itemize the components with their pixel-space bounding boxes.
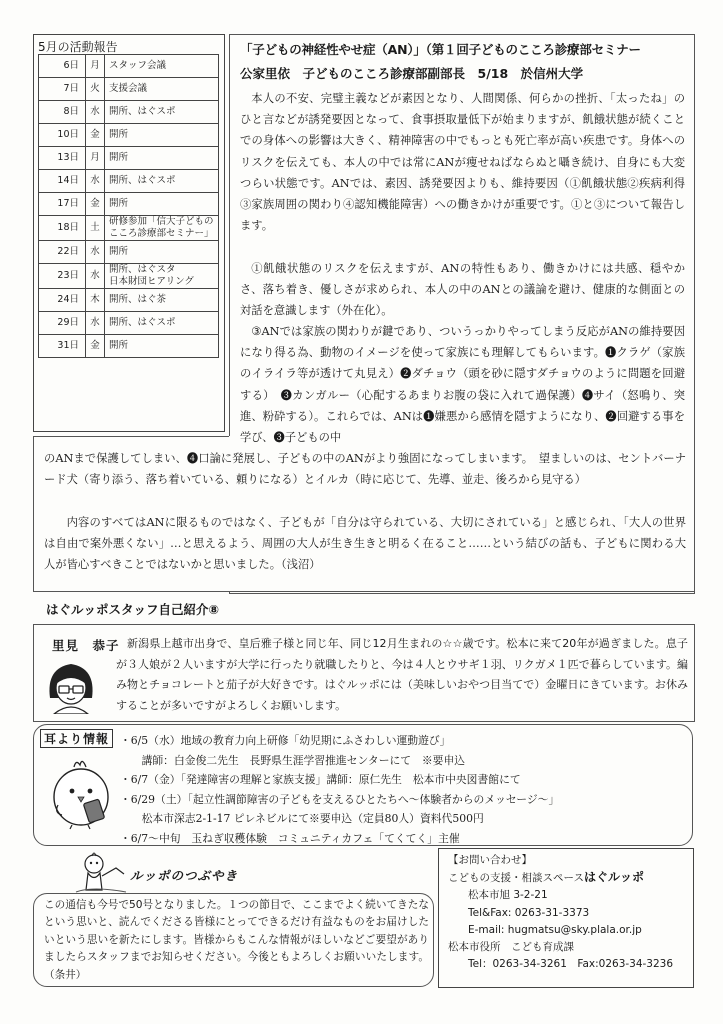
activity-content: スタッフ会議: [105, 55, 219, 78]
activity-content: 開所: [105, 124, 219, 147]
activity-weekday: 水: [86, 170, 105, 193]
activity-day: 23日: [39, 263, 86, 288]
activity-day: 18日: [39, 216, 86, 241]
activity-weekday: 月: [86, 147, 105, 170]
staff-intro-text: 新潟県上越市出身で、皇后雅子様と同じ年、同じ12月生まれの☆☆歳です。松本に来て20年が過ぎました。息子が３人娘が２人いますが大学に行ったり就職したりと、今は４人とウサギ１羽、リクガメ１匹で暮らしています。編み物とチョコレートと茄子が大好きです。はぐルッポには（美味しいおやつ目当てで）金曜日にきています。お休みすることが多いですがよろしくお願いします。: [116, 637, 688, 712]
article-paragraph-continued: のANまで保護してしまい、❹口論に発展し、子どもの中のANがより強固になってしまいます。 望ましいのは、セントバーナード犬（寄り添う、落ち着いている、頼りになる）とイルカ（時に応じて、先導、並走、後ろから見守る）: [44, 452, 686, 487]
activity-content: 開所: [105, 147, 219, 170]
activity-day: 14日: [39, 170, 86, 193]
activity-day: 22日: [39, 240, 86, 263]
activity-day: 17日: [39, 193, 86, 216]
info-item: ・6/7（金）「発達障害の理解と家族支援」講師：原仁先生 松本市中央図書館にて: [120, 773, 521, 787]
info-label: 耳より情報: [40, 729, 113, 748]
activity-weekday: 木: [86, 288, 105, 311]
contact-heading: 【お問い合わせ】: [448, 854, 532, 866]
activity-day: 8日: [39, 101, 86, 124]
activity-weekday: 水: [86, 240, 105, 263]
activity-content: 開所、はぐスポ: [105, 101, 219, 124]
activity-content: 研修参加「信大子どものこころ診療部セミナー」: [105, 216, 219, 241]
activity-row: [39, 124, 219, 147]
activity-row: [39, 147, 219, 170]
tsubuyaki-heading: ルッポのつぶやき: [130, 868, 239, 883]
activity-day: 29日: [39, 311, 86, 334]
activity-day: 7日: [39, 78, 86, 101]
activity-row: [39, 101, 219, 124]
activity-row: [39, 170, 219, 193]
activity-content: 開所: [105, 334, 219, 357]
activity-day: 13日: [39, 147, 86, 170]
info-list: [120, 731, 690, 849]
article-author: 公家里依 子どものこころ診療部副部長 5/18 於信州大学: [240, 66, 584, 81]
contact-org-prefix: こどもの支援・相談スペース: [448, 872, 584, 885]
activity-row: [39, 334, 219, 357]
activity-row: [39, 263, 219, 288]
activity-content: 開所: [105, 193, 219, 216]
contact-city-phones: Tel：0263-34-3261 Fax:0263-34-3236: [468, 958, 674, 971]
info-item: ・6/29（土）「起立性調節障害の子どもを支えるひとたちへ～体験者からのメッセージ～」: [120, 792, 560, 806]
activity-content: 開所、はぐ茶: [105, 288, 219, 311]
activity-content: 開所、はぐスポ: [105, 170, 219, 193]
activity-row: [39, 240, 219, 263]
contact-org: [448, 869, 690, 887]
activity-weekday: 金: [86, 193, 105, 216]
activity-report-title: 5月の活動報告: [38, 40, 118, 54]
staff-intro-heading: はぐルッポスタッフ自己紹介⑧: [46, 602, 220, 617]
activity-row: [39, 193, 219, 216]
contact-email-link[interactable]: E-mail: hugmatsu@sky.plala.or.jp: [468, 923, 642, 936]
activity-content: 開所、はぐスポ: [105, 311, 219, 334]
contact-telfax: Tel&Fax: 0263-31-3373: [468, 906, 590, 919]
article-paragraph: 内容のすべてはANに限るものではなく、子どもが「自分は守られている、大切にされている」と感じられ、「大人の世界は自由で案外悪くない」…と思えるよう、周囲の大人が生き生きと明るく在ること……という結びの話も、子どもに関わる大人が皆心すべきことではないかと思いました。（浅沼）: [44, 516, 686, 572]
contact-org-name: はぐルッポ: [583, 870, 644, 885]
activity-row: [39, 216, 219, 241]
staff-name: 里見 恭子: [52, 638, 120, 653]
activity-weekday: 金: [86, 124, 105, 147]
activity-day: 31日: [39, 334, 86, 357]
contact-city-office: 松本市役所 こども育成課: [448, 941, 574, 954]
activity-row: [39, 311, 219, 334]
activity-weekday: 金: [86, 334, 105, 357]
info-item: 松本市深志2-1-17 ピレネビルにて※要申込（定員80人）資料代500円: [120, 812, 484, 826]
activity-content: 支援会議: [105, 78, 219, 101]
contact-block: [448, 852, 690, 973]
activity-weekday: 水: [86, 311, 105, 334]
activity-day: 24日: [39, 288, 86, 311]
activity-content: 開所、はぐスタ 日本財団ヒアリング: [105, 263, 219, 288]
activity-day: 10日: [39, 124, 86, 147]
article-paragraph: ①飢餓状態のリスクを伝えますが、ANの特性もあり、働きかけには共感、穏やかさ、落ち着き、優しさが求められ、本人の中のANとの議論を避け、健康的な側面との対話を意識します（外在化）。: [240, 262, 685, 318]
activity-weekday: 火: [86, 78, 105, 101]
activity-row: [39, 78, 219, 101]
activity-weekday: 水: [86, 263, 105, 288]
info-item: 講師：白金俊二先生 長野県生涯学習推進センターにて ※要申込: [120, 753, 466, 767]
activity-content: 開所: [105, 240, 219, 263]
activity-table: [38, 54, 219, 358]
chick-reading-icon: [48, 755, 118, 830]
info-item: ・6/5（水）地域の教育力向上研修「幼児期にふさわしい運動遊び」: [120, 734, 451, 747]
mascot-icon: [72, 848, 130, 896]
activity-day: 6日: [39, 55, 86, 78]
article-paragraph: 本人の不安、完璧主義などが素因となり、人間関係、何らかの挫折、「太ったね」のひと言などが誘発要因となって、食事摂取量低下が始まりますが、飢餓状態が続くことでの身体への影響は大きく、精神障害の中でもっとも死亡率が高い疾患です。身体へのリスクを伝えても、本人の中では常にANが痩せねばならぬと囁き続け、自身にも大変つらい状態です。ANでは、素因、誘発要因よりも、維持要因（①飢餓状態②疾病利得③家族周囲の関わり④認知機能障害）への働きかけが重要です。①と③について報告します。: [240, 92, 685, 233]
activity-row: [39, 288, 219, 311]
activity-weekday: 土: [86, 216, 105, 241]
staff-avatar-illustration: [42, 658, 100, 714]
activity-weekday: 月: [86, 55, 105, 78]
info-item: ・6/7～中旬 玉ねぎ収穫体験 コミュニティカフェ「てくてく」主催: [120, 831, 460, 845]
article-title: 「子どもの神経性やせ症（AN）」（第１回子どものこころ診療部セミナー: [240, 42, 641, 57]
activity-row: [39, 55, 219, 78]
tsubuyaki-text: この通信も今号で50号となりました。１つの節目で、ここまでよく続いてきたなという思いと、読んでくださる皆様にとってできるだけ有益なものをお届けしたいという思いを新たにします。皆様からもこんな情報がほしいなどご要望がありましたらスタッフまでお知らせください。今後ともよろしくお願いいたします。（条井）: [44, 899, 429, 981]
contact-address: 松本市旭 3-2-21: [468, 889, 548, 902]
article-paragraph: ③ANでは家族の関わりが鍵であり、ついうっかりやってしまう反応がANの維持要因になり得る為、動物のイメージを使って家族にも理解してもらいます。❶クラゲ（家族のイライラ等が透けて丸見え）❷ダチョウ（頭を砂に隠すダチョウのように問題を回避する） ❸カンガルー（心配するあまりお腹の袋に入れて過保護）❹サイ（怒鳴り、突進、粉砕する）。これらでは、ANは❶嫌悪から感情を隠すようになり、❷回避する事を学び、❸子どもの中: [240, 325, 685, 445]
activity-weekday: 水: [86, 101, 105, 124]
